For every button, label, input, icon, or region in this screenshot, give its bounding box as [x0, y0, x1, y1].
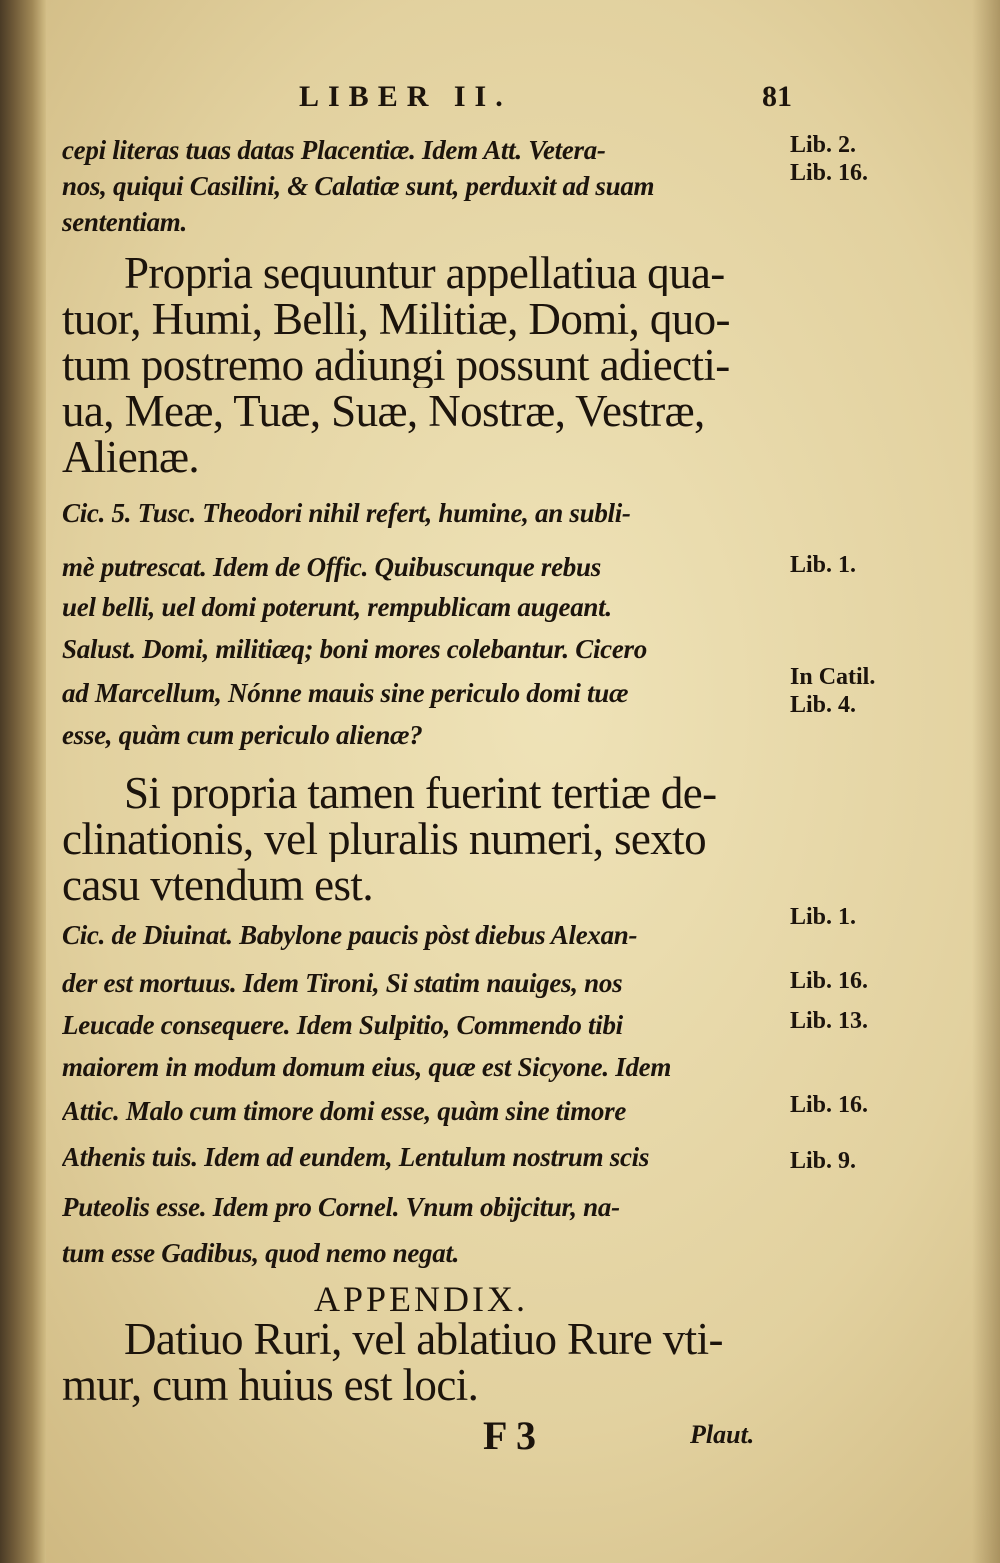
margin-note: Lib. 16. [790, 160, 869, 186]
page-number: 81 [762, 80, 792, 113]
margin-note: Lib. 16. [790, 968, 869, 994]
text-line: Cic. 5. Tusc. Theodori nihil refert, humine, an subli- [62, 498, 631, 528]
text-line: casu vtendum est. [62, 862, 373, 908]
text-line: der est mortuus. Idem Tironi, Si statim nauiges, nos [62, 968, 623, 998]
running-title: LIBER II. [299, 80, 512, 113]
running-header [62, 80, 792, 116]
text-line: Datiuo Ruri, vel ablatiuo Rure vti- [124, 1316, 723, 1362]
margin-note: Lib. 4. [790, 692, 857, 718]
text-line: mur, cum huius est loci. [62, 1362, 479, 1408]
text-line: mè putrescat. Idem de Offic. Quibuscunque rebus [62, 552, 601, 582]
text-line: maiorem in modum domum eius, quæ est Sicyone. Idem [62, 1052, 672, 1082]
margin-note: Lib. 2. [790, 132, 857, 158]
page-edge-shadow [972, 0, 1000, 1563]
text-line: Puteolis esse. Idem pro Cornel. Vnum obijcitur, na- [62, 1192, 620, 1222]
text-line: esse, quàm cum periculo alienæ? [62, 720, 423, 750]
text-line: Salust. Domi, militiæq; boni mores colebantur. Cicero [62, 634, 647, 664]
text-line: Leucade consequere. Idem Sulpitio, Commendo tibi [62, 1010, 623, 1040]
margin-note: Lib. 13. [790, 1008, 869, 1034]
appendix-heading: APPENDIX. [313, 1279, 528, 1319]
text-line: sententiam. [62, 207, 187, 237]
text-line: Cic. de Diuinat. Babylone paucis pòst diebus Alexan- [62, 920, 638, 950]
margin-note: Lib. 1. [790, 552, 857, 578]
text-line: tum esse Gadibus, quod nemo negat. [62, 1238, 460, 1268]
text-line: cepi literas tuas datas Placentiæ. Idem Att. Vetera- [62, 135, 606, 165]
text-line: tum postremo adiungi possunt adiecti- [62, 342, 730, 388]
binding-gutter [0, 0, 46, 1563]
text-line: Si propria tamen fuerint tertiæ de- [124, 770, 717, 816]
text-line: Athenis tuis. Idem ad eundem, Lentulum nostrum scis [62, 1142, 650, 1172]
text-line: tuor, Humi, Belli, Militiæ, Domi, quo- [62, 296, 730, 342]
margin-note: In Catil. [790, 664, 876, 690]
text-line: Propria sequuntur appellatiua qua- [124, 250, 725, 296]
text-line: clinationis, vel pluralis numeri, sexto [62, 816, 706, 862]
catchword: Plaut. [690, 1420, 755, 1449]
text-line: uel belli, uel domi poterunt, rempublicam augeant. [62, 592, 612, 622]
text-line: Alienæ. [62, 434, 200, 480]
text-line: nos, quiqui Casilini, & Calatiæ sunt, perduxit ad suam [62, 171, 655, 201]
text-line: ad Marcellum, Nónne mauis sine periculo domi tuæ [62, 678, 629, 708]
text-line: ua, Meæ, Tuæ, Suæ, Nostræ, Vestræ, [62, 388, 705, 434]
signature-mark: F 3 [483, 1413, 536, 1458]
margin-note: Lib. 9. [790, 1148, 857, 1174]
margin-note: Lib. 16. [790, 1092, 869, 1118]
text-line: Attic. Malo cum timore domi esse, quàm sine timore [62, 1096, 627, 1126]
margin-note: Lib. 1. [790, 904, 857, 930]
